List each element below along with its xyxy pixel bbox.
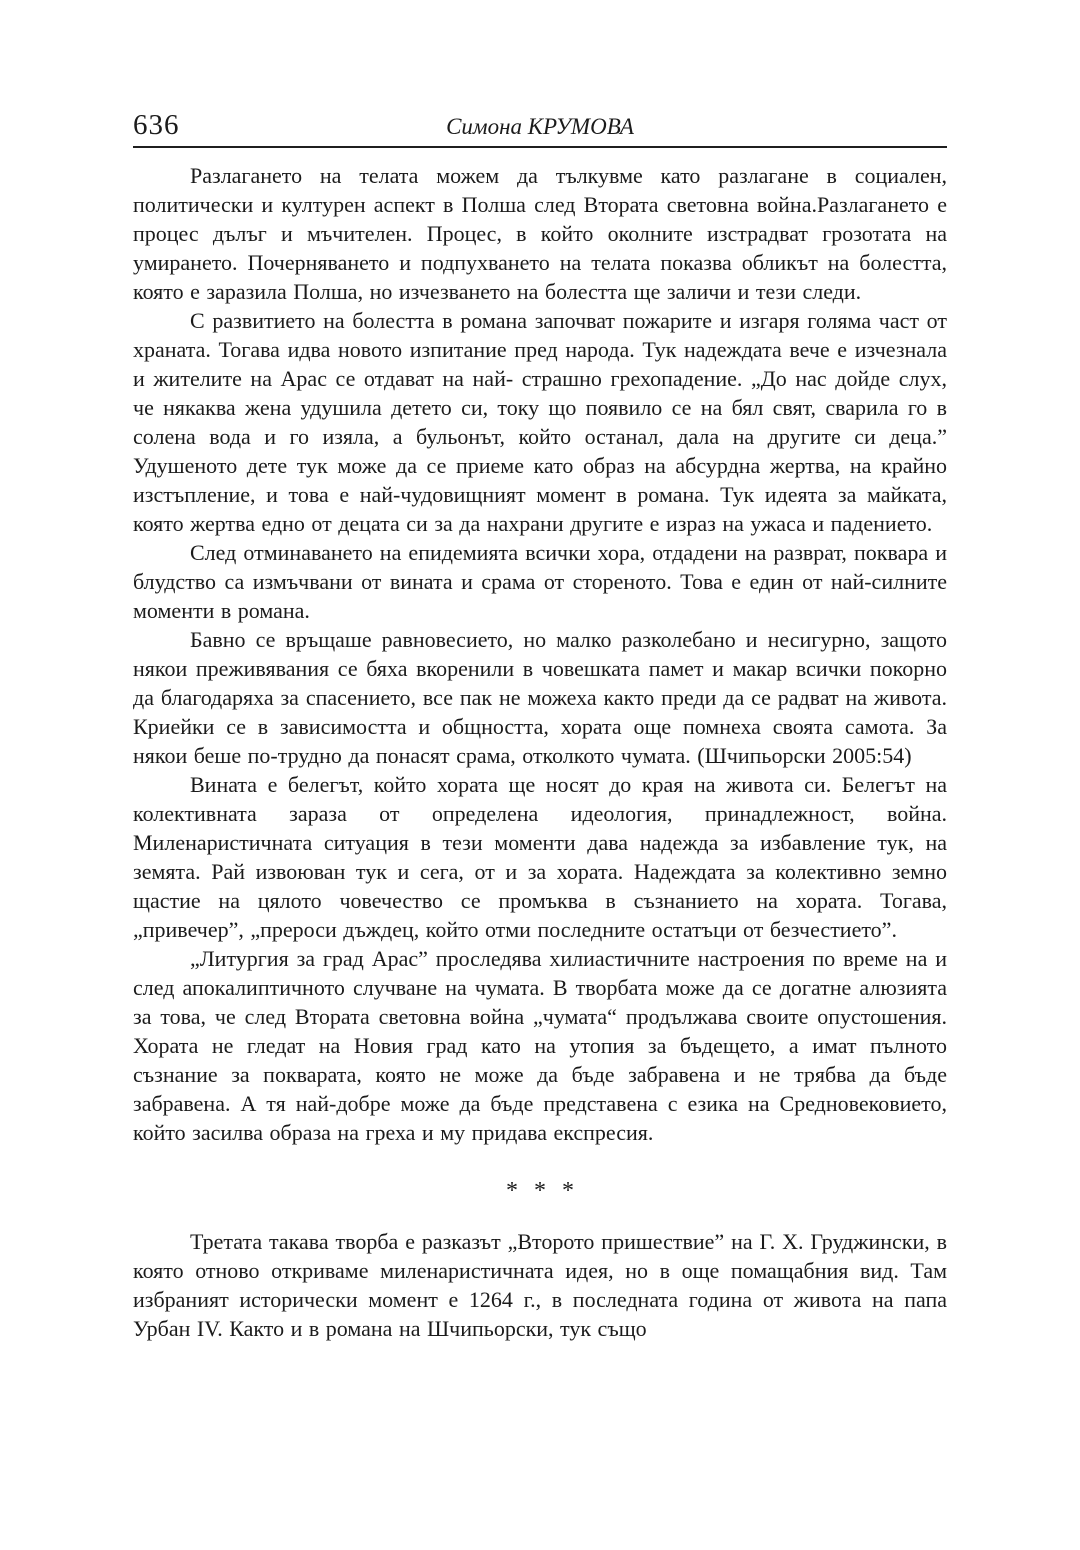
paragraph-7: Третата такава творба е разказът „Второто пришествие” на Г. Х. Груджински, в която отново откриваме миленаристичната идея, но в още помащабния вид. Там избраният исторически момент е 1264 г., в последната година от живота на папа Урбан IV. Както и в романа на Шчипьорски, тук също xyxy=(133,1229,947,1341)
header-rule xyxy=(133,146,947,148)
paragraph-4: Бавно се връщаше равновесието, но малко разколебано и несигурно, защото някои преживявания се бяха вкоренили в човешката памет и макар всички покорно да благодаряха за спасението, все пак не можеха както преди да се радват на живота. Криейки се в зависимостта и общността, хората още помнеха своята самота. За някои беше по-трудно да понасят срама, отколкото чумата. (Шчипьорски 2005:54) xyxy=(133,627,947,768)
page-body xyxy=(133,161,947,1343)
paragraph-3: След отминаването на епидемията всички хора, отдадени на разврат, поквара и блудство са измъчвани от вината и срама от стореното. Това е един от най-силните моменти в романа. xyxy=(133,540,947,623)
paragraph-6: „Литургия за град Арас” проследява хилиастичните настроения по време на и след апокалиптичното случване на чумата. В творбата може да се догатне алюзията за това, че след Втората световна война „чумата“ продължава своите опустошения. Хората не гледат на Новия град като на утопия за бъдещето, а имат пълното съзнание за покварата, която не може да бъде забравена и не трябва да бъде забравена. А тя най-добре може да бъде представена с езика на Средновековието, който засилва образа на греха и му придава експресия. xyxy=(133,946,947,1145)
paragraph-2: С развитието на болестта в романа започват пожарите и изгаря голяма част от храната. Тогава идва новото изпитание пред народа. Тук надеждата вече е изчезнала и жителите на Арас се отдават на най- страшно грехопадение. „До нас дойде слух, че някаква жена удушила детето си, току що появило се на бял свят, сварила го в солена вода и го изяла, а бульонът, който останал, дала на другите си деца.” Удушеното дете тук може да се приеме като образ на абсурдна жертва, на крайно изстъпление, и това е най-чудовищният момент в романа. Тук идеята за майката, която жертва едно от децата си за да нахрани другите е израз на ужаса и падението. xyxy=(133,308,947,536)
page-header xyxy=(133,106,947,140)
running-title: Симона КРУМОВА xyxy=(446,114,634,139)
paragraph-5: Вината е белегът, който хората ще носят до края на живота си. Белегът на колективната зараза от определена идеология, принадлежност, война. Миленаристичната ситуация в тези моменти дава надежда за избавление тук, на земята. Рай извоюван тук и сега, от и за хората. Надеждата за колективно земно щастие на цялото човечество се промъква в съзнанието на хората. Тогава, „привечер”, „прероси дъждец, който отми последните остатъци от безчестието”. xyxy=(133,772,947,942)
section-separator: * * * xyxy=(506,1178,574,1204)
page-number: 636 xyxy=(133,109,180,141)
paragraph-1: Разлагането на телата можем да тълкувме като разлагане в социален, политически и културен аспект в Полша след Втората световна война.Разлагането е процес дълъг и мъчителен. Процес, в който околните изстрадват грозотата на умирането. Почерняването и подпухването на телата показва обликът на болестта, която е заразила Полша, но изчезването на болестта ще заличи и тези следи. xyxy=(133,163,947,304)
